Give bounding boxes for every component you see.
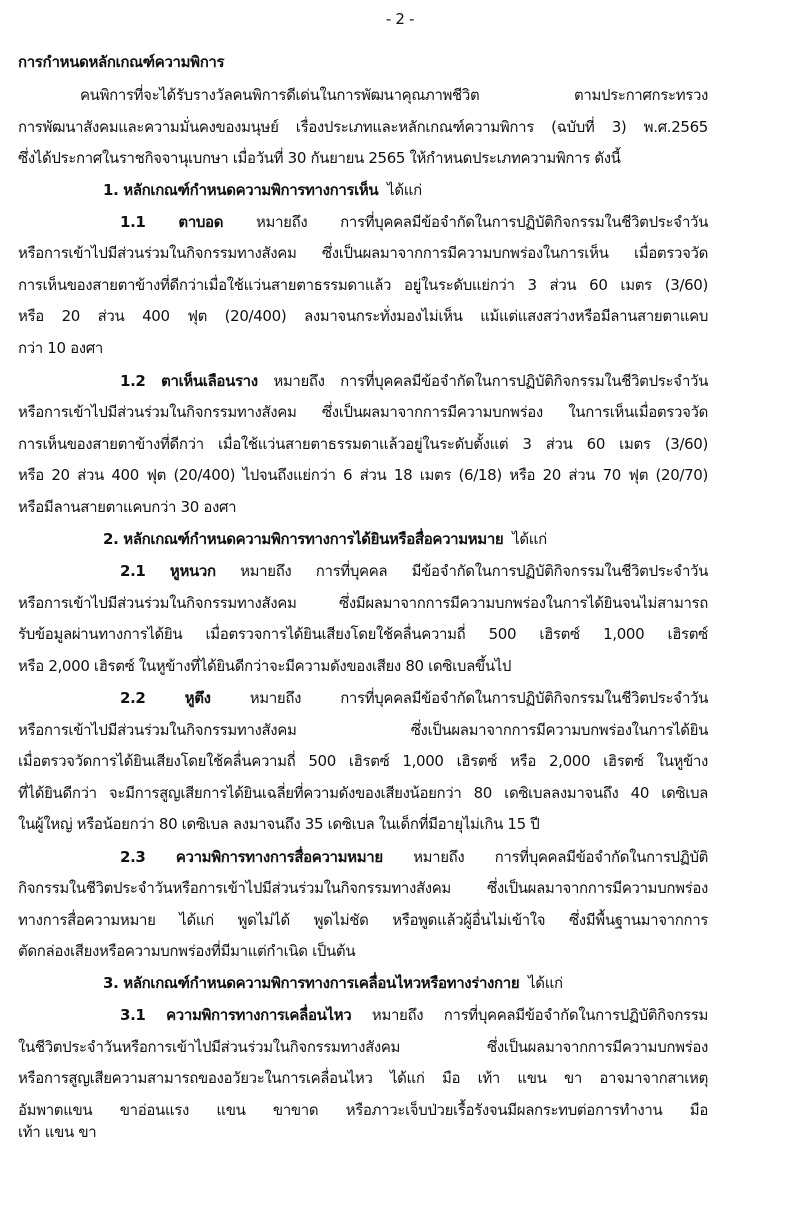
item-line: หรือการเข้าไปมีส่วนร่วมในกิจกรรมทางสังคม ซึ่งเป็นผลมาจากการมีความบกพร่องในการได้ยิน (18, 721, 708, 739)
section-heading (103, 971, 793, 995)
item-number: 2.1 (120, 562, 146, 580)
item-number: 2.3 (120, 848, 146, 866)
item-first-line (120, 686, 708, 710)
intro-line: การพัฒนาสังคมและความมั่นคงของมนุษย์ เรื่องประเภทและหลักเกณฑ์ความพิการ (ฉบับที่ 3) พ.ศ.2565 (18, 118, 708, 136)
item-line: เมื่อตรวจวัดการได้ยินเสียงโดยใช้คลื่นความถี่ 500 เฮิรตซ์ 1,000 เฮิรตซ์ หรือ 2,000 เฮิรตซ์ ในหูข้าง (18, 752, 708, 770)
item-number: 3.1 (120, 1006, 146, 1024)
section-title: 3. หลักเกณฑ์กำหนดความพิการทางการเคลื่อนไหวหรือทางร่างกาย (103, 974, 520, 992)
item-text: หมายถึง การที่บุคคลมีข้อจำกัดในการปฏิบัติกิจกรรมในชีวิตประจำวัน (273, 372, 708, 390)
intro-line: คนพิการที่จะได้รับรางวัลคนพิการดีเด่นในการพัฒนาคุณภาพชีวิต ตามประกาศกระทรวง (80, 86, 708, 104)
item-line: ทางการสื่อความหมาย ได้แก่ พูดไม่ได้ พูดไม่ชัด หรือพูดแล้วผู้อื่นไม่เข้าใจ ซึ่งมีพื้นฐานมาจากการ (18, 911, 708, 929)
document-heading: การกำหนดหลักเกณฑ์ความพิการ (18, 53, 225, 71)
section-title: 2. หลักเกณฑ์กำหนดความพิการทางการได้ยินหรือสื่อความหมาย (103, 530, 504, 548)
item-term: ตาเห็นเลือนราง (161, 372, 258, 390)
section-heading (103, 527, 793, 551)
item-number: 1.1 (120, 213, 146, 231)
item-line: หรือมีลานสายตาแคบกว่า 30 องศา (18, 498, 237, 516)
page-number: - 2 - (385, 10, 415, 28)
item-line: ในชีวิตประจำวันหรือการเข้าไปมีส่วนร่วมในกิจกรรมทางสังคม ซึ่งเป็นผลมาจากการมีความบกพร่อง (18, 1038, 708, 1056)
item-line: หรือ 20 ส่วน 400 ฟุต (20/400) ไปจนถึงแย่กว่า 6 ส่วน 18 เมตร (6/18) หรือ 20 ส่วน 70 ฟุต (20/70) (18, 466, 708, 484)
intro-line: ซึ่งได้ประกาศในราชกิจจานุเบกษา เมื่อวันที่ 30 กันยายน 2565 ให้กำหนดประเภทความพิการ ดังนี้ (18, 149, 621, 167)
item-line: เท้า แขน ขา (18, 1123, 97, 1141)
item-line: หรือ 2,000 เฮิรตซ์ ในหูข้างที่ได้ยินดีกว่าจะมีความดังของเสียง 80 เดซิเบลขึ้นไป (18, 657, 512, 675)
section-suffix: ได้แก่ (528, 974, 563, 992)
item-line: กิจกรรมในชีวิตประจำวันหรือการเข้าไปมีส่วนร่วมในกิจกรรมทางสังคม ซึ่งเป็นผลมาจากการมีความบกพร่อง (18, 879, 708, 897)
item-first-line (120, 369, 708, 393)
section-suffix: ได้แก่ (512, 530, 547, 548)
item-number: 1.2 (120, 372, 146, 390)
item-text: หมายถึง การที่บุคคลมีข้อจำกัดในการปฏิบัติกิจกรรมในชีวิตประจำวัน (249, 689, 709, 707)
item-line: รับข้อมูลผ่านทางการได้ยิน เมื่อตรวจการได้ยินเสียงโดยใช้คลื่นความถี่ 500 เฮิรตซ์ 1,000 เฮิรตซ์ (18, 625, 708, 643)
item-first-line (120, 1003, 708, 1027)
item-line: หรือการเข้าไปมีส่วนร่วมในกิจกรรมทางสังคม ซึ่งมีผลมาจากการมีความบกพร่องในการได้ยินจนไม่สามารถ (18, 594, 708, 612)
item-line: ในผู้ใหญ่ หรือน้อยกว่า 80 เดซิเบล ลงมาจนถึง 35 เดซิเบล ในเด็กที่มีอายุไม่เกิน 15 ปี (18, 815, 540, 833)
item-term: ตาบอด (178, 213, 224, 231)
item-line: หรือการเข้าไปมีส่วนร่วมในกิจกรรมทางสังคม ซึ่งเป็นผลมาจากการมีความบกพร่อง ในการเห็นเมื่อตรวจวัด (18, 403, 708, 421)
item-line: ที่ได้ยินดีกว่า จะมีการสูญเสียการได้ยินเฉลี่ยที่ความดังของเสียงน้อยกว่า 80 เดซิเบลลงมาจนถึง 40 เดซิเบล (18, 784, 708, 802)
item-text: หมายถึง การที่บุคคลมีข้อจำกัดในการปฏิบัติ (413, 848, 709, 866)
item-line: กว่า 10 องศา (18, 339, 103, 357)
item-term: หูตึง (184, 689, 211, 707)
item-line: หรือการสูญเสียความสามารถของอวัยวะในการเคลื่อนไหว ได้แก่ มือ เท้า แขน ขา อาจมาจากสาเหตุ (18, 1069, 708, 1087)
item-text: หมายถึง การที่บุคคลมีข้อจำกัดในการปฏิบัติกิจกรรมในชีวิตประจำวัน (256, 213, 708, 231)
item-number: 2.2 (120, 689, 146, 707)
item-line: ตัดกล่องเสียงหรือความบกพร่องที่มีมาแต่กำเนิด เป็นต้น (18, 942, 356, 960)
item-term: ความพิการทางการสื่อความหมาย (175, 848, 383, 866)
item-text: หมายถึง การที่บุคคลมีข้อจำกัดในการปฏิบัติกิจกรรม (371, 1006, 709, 1024)
item-first-line (120, 559, 708, 583)
item-line: การเห็นของสายตาข้างที่ดีกว่าเมื่อใช้แว่นสายตาธรรมดาแล้ว อยู่ในระดับแย่กว่า 3 ส่วน 60 เมตร (3/60) (18, 276, 708, 294)
section-suffix: ได้แก่ (387, 181, 422, 199)
item-first-line (120, 845, 708, 869)
item-line: อัมพาตแขน ขาอ่อนแรง แขน ขาขาด หรือภาวะเจ็บป่วยเรื้อรังจนมีผลกระทบต่อการทำงาน มือ (18, 1101, 708, 1119)
section-title: 1. หลักเกณฑ์กำหนดความพิการทางการเห็น (103, 181, 379, 199)
item-text: หมายถึง การที่บุคคล มีข้อจำกัดในการปฏิบัติกิจกรรมในชีวิตประจำวัน (240, 562, 708, 580)
item-line: หรือการเข้าไปมีส่วนร่วมในกิจกรรมทางสังคม ซึ่งเป็นผลมาจากการมีความบกพร่องในการเห็น เมื่อตรวจวัด (18, 244, 708, 262)
item-line: หรือ 20 ส่วน 400 ฟุต (20/400) ลงมาจนกระทั่งมองไม่เห็น แม้แต่แสงสว่างหรือมีลานสายตาแคบ (18, 307, 708, 325)
item-term: หูหนวก (169, 562, 216, 580)
item-line: การเห็นของสายตาข้างที่ดีกว่า เมื่อใช้แว่นสายตาธรรมดาแล้วอยู่ในระดับตั้งแต่ 3 ส่วน 60 เมตร (3/60) (18, 435, 708, 453)
section-heading (103, 178, 793, 202)
item-first-line (120, 210, 708, 234)
item-term: ความพิการทางการเคลื่อนไหว (166, 1006, 352, 1024)
